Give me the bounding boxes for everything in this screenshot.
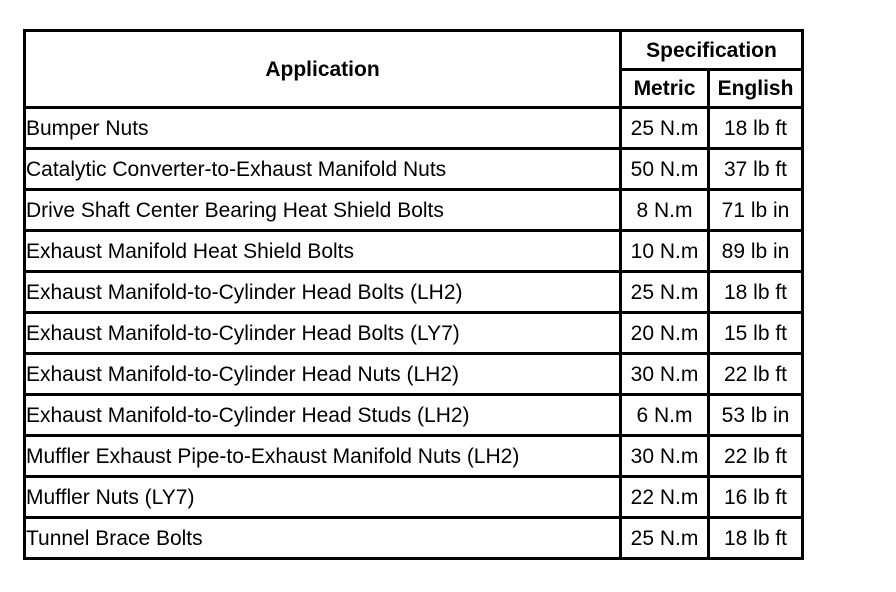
english-cell: 53 lb in	[709, 395, 803, 436]
metric-cell: 8 N.m	[621, 190, 709, 231]
application-cell: Tunnel Brace Bolts	[25, 518, 621, 559]
english-cell: 22 lb ft	[709, 436, 803, 477]
english-cell: 22 lb ft	[709, 354, 803, 395]
metric-cell: 25 N.m	[621, 272, 709, 313]
english-cell: 71 lb in	[709, 190, 803, 231]
table-row	[25, 108, 803, 149]
table-row	[25, 313, 803, 354]
header-row-top	[25, 31, 803, 70]
metric-header: Metric	[621, 70, 709, 108]
metric-cell: 25 N.m	[621, 108, 709, 149]
metric-cell: 30 N.m	[621, 354, 709, 395]
application-cell: Exhaust Manifold-to-Cylinder Head Studs (LH2)	[25, 395, 621, 436]
table-row	[25, 436, 803, 477]
table-row	[25, 518, 803, 559]
table-row	[25, 149, 803, 190]
english-cell: 15 lb ft	[709, 313, 803, 354]
application-cell: Muffler Nuts (LY7)	[25, 477, 621, 518]
table-row	[25, 231, 803, 272]
english-cell: 18 lb ft	[709, 108, 803, 149]
metric-cell: 22 N.m	[621, 477, 709, 518]
application-cell: Exhaust Manifold-to-Cylinder Head Nuts (LH2)	[25, 354, 621, 395]
application-cell: Drive Shaft Center Bearing Heat Shield Bolts	[25, 190, 621, 231]
table-row	[25, 477, 803, 518]
english-cell: 89 lb in	[709, 231, 803, 272]
table-body	[25, 108, 803, 559]
english-cell: 37 lb ft	[709, 149, 803, 190]
table-row	[25, 272, 803, 313]
metric-cell: 30 N.m	[621, 436, 709, 477]
metric-cell: 6 N.m	[621, 395, 709, 436]
application-header: Application	[25, 31, 621, 108]
metric-cell: 25 N.m	[621, 518, 709, 559]
metric-cell: 20 N.m	[621, 313, 709, 354]
torque-spec-table	[23, 29, 804, 560]
application-cell: Bumper Nuts	[25, 108, 621, 149]
english-cell: 16 lb ft	[709, 477, 803, 518]
application-cell: Catalytic Converter-to-Exhaust Manifold Nuts	[25, 149, 621, 190]
application-cell: Exhaust Manifold-to-Cylinder Head Bolts (LH2)	[25, 272, 621, 313]
application-cell: Muffler Exhaust Pipe-to-Exhaust Manifold Nuts (LH2)	[25, 436, 621, 477]
metric-cell: 10 N.m	[621, 231, 709, 272]
specification-header: Specification	[621, 31, 803, 70]
metric-cell: 50 N.m	[621, 149, 709, 190]
english-cell: 18 lb ft	[709, 272, 803, 313]
english-header: English	[709, 70, 803, 108]
application-cell: Exhaust Manifold Heat Shield Bolts	[25, 231, 621, 272]
application-cell: Exhaust Manifold-to-Cylinder Head Bolts (LY7)	[25, 313, 621, 354]
table-row	[25, 354, 803, 395]
table-row	[25, 395, 803, 436]
english-cell: 18 lb ft	[709, 518, 803, 559]
table-row	[25, 190, 803, 231]
